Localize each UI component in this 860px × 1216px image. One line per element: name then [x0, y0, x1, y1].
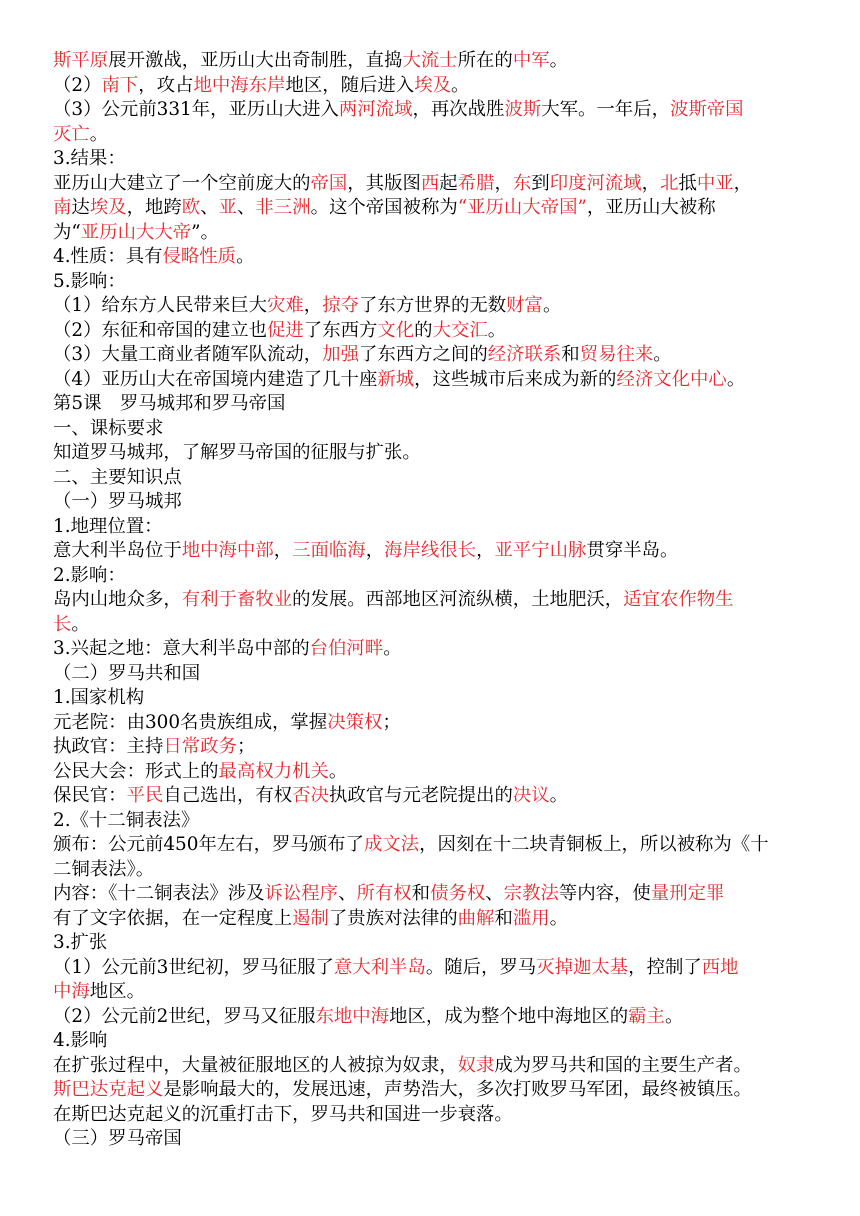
highlighted-text: 台伯河畔	[309, 638, 384, 659]
body-text: 1.国家机构	[53, 687, 145, 708]
body-text: 岛内山地众多，	[53, 589, 182, 610]
body-text: 了东西方	[303, 319, 378, 341]
highlighted-text: 亚历山大大帝	[80, 221, 192, 243]
body-text: ，因刻在十二块青铜板上，所以被称为《十	[419, 834, 769, 855]
highlighted-text: 东	[512, 172, 532, 194]
highlighted-text: 加强	[322, 344, 359, 365]
text-line	[53, 809, 805, 834]
text-line	[53, 637, 805, 662]
body-text: 一、课标要求	[53, 417, 164, 439]
highlighted-text: 中亚	[696, 172, 734, 194]
text-line	[53, 686, 805, 711]
body-text: ”。	[191, 221, 219, 243]
body-text: 抵	[678, 172, 697, 194]
text-line	[53, 98, 805, 123]
body-text: （2）东征和帝国的建立也	[53, 319, 267, 341]
body-text: 了东西方之间的	[358, 344, 488, 365]
body-text: （4）亚历山大在帝国境内建造了几十座	[53, 368, 378, 390]
text-line	[53, 392, 805, 417]
highlighted-text: 否决	[292, 785, 329, 806]
highlighted-text: 海岸线很长	[384, 540, 477, 561]
body-text: ，其版图	[347, 172, 421, 194]
body-text: 和	[411, 883, 431, 904]
highlighted-text: 南下	[101, 74, 139, 96]
highlighted-text: 遏制	[292, 907, 329, 929]
body-text: 、	[200, 197, 219, 218]
text-line	[53, 515, 805, 540]
body-text: 执政官与元老院提出的	[328, 785, 513, 806]
highlighted-text: 经济文化中心	[616, 368, 727, 390]
body-text: 二、主要知识点	[53, 466, 182, 488]
highlighted-text: 东地中海	[315, 1005, 390, 1027]
highlighted-text: 北	[660, 172, 679, 194]
body-text: 是影响最大的，发展迅速，声势浩大，多次打败罗马军团，最终被镇压。	[163, 1079, 752, 1100]
body-text: 第5课 罗马城邦和罗马帝国	[53, 393, 286, 414]
highlighted-text: “亚历山大帝国”	[457, 197, 587, 218]
text-line	[53, 833, 805, 858]
highlighted-text: 滥用	[512, 907, 550, 929]
highlighted-text: 侵略性质	[162, 246, 237, 267]
body-text: 自己选出，有权	[163, 785, 293, 806]
highlighted-text: 南	[53, 197, 72, 218]
highlighted-text: 地中海东岸	[193, 74, 286, 96]
highlighted-text: 地中海中部	[181, 540, 274, 561]
text-line	[53, 1103, 805, 1128]
highlighted-text: 贸易往来	[579, 344, 654, 365]
body-text: 。	[664, 1005, 684, 1027]
body-text: （1）给东方人民带来巨大	[53, 295, 267, 316]
highlighted-text: 量刑定罪	[650, 883, 725, 904]
highlighted-text: 决策权	[327, 711, 383, 733]
highlighted-text: 西	[420, 172, 440, 194]
body-text: ，	[365, 540, 385, 561]
body-text: 。	[450, 74, 470, 96]
text-line	[53, 270, 805, 295]
highlighted-text: 霸主	[628, 1005, 665, 1027]
body-text: ，控制了	[628, 956, 702, 978]
highlighted-text: 所有权	[356, 883, 412, 904]
highlighted-text: 掠夺	[322, 295, 359, 316]
highlighted-text: 促进	[267, 319, 304, 341]
text-line	[53, 123, 805, 148]
highlighted-text: 非三洲	[255, 197, 311, 218]
body-text: （2）公元前2世纪，罗马又征服	[53, 1005, 316, 1027]
text-line	[53, 196, 805, 221]
body-text: ；	[236, 736, 256, 757]
text-line	[53, 613, 805, 638]
body-text: 了东方世界的无数	[359, 295, 507, 316]
body-text: 起	[439, 172, 458, 194]
highlighted-text: 奴隶	[457, 1054, 495, 1076]
body-text: 4.性质：具有	[53, 246, 163, 267]
highlighted-text: 印度河流域	[549, 172, 642, 194]
text-line	[53, 931, 805, 956]
body-text: （二）罗马共和国	[53, 662, 201, 684]
body-text: 。	[71, 613, 90, 635]
body-text: ，攻占	[138, 74, 194, 96]
body-text: 3.扩张	[53, 932, 108, 953]
highlighted-text: 亚	[218, 197, 238, 218]
body-text: 2.《十二铜表法》	[53, 809, 200, 831]
highlighted-text: 宗教法	[503, 883, 559, 904]
body-text: 3.结果：	[53, 148, 126, 169]
body-text: 展开激战，亚历山大出奇制胜，直捣	[108, 50, 403, 71]
body-text: 5.影响：	[53, 270, 126, 292]
text-line	[53, 980, 805, 1005]
body-text: 颁布：公元前450年左右，罗马颁布了	[53, 834, 364, 855]
highlighted-text: 帝国	[310, 172, 348, 194]
body-text: 、	[237, 197, 256, 218]
text-line	[53, 368, 805, 393]
body-text: 保民官：	[53, 785, 127, 806]
highlighted-text: 欧	[181, 197, 201, 218]
text-line	[53, 49, 805, 74]
body-text: ，地跨	[126, 197, 182, 218]
body-text: 和	[494, 907, 513, 929]
body-text: 。	[549, 785, 569, 806]
text-line	[53, 74, 805, 99]
highlighted-text: 财富	[506, 295, 543, 316]
highlighted-text: 文化	[377, 319, 415, 341]
highlighted-text: 意大利半岛	[333, 956, 426, 978]
highlighted-text: 灭掉迦太基	[536, 956, 629, 978]
text-line	[53, 1005, 805, 1030]
body-text: 1.地理位置：	[53, 515, 163, 537]
text-line	[53, 417, 805, 442]
highlighted-text: 诉讼程序	[264, 883, 339, 904]
body-text: 。	[236, 246, 255, 267]
text-line	[53, 907, 805, 932]
text-line	[53, 319, 805, 344]
highlighted-text: 日常政务	[163, 736, 237, 757]
body-text: 贯穿半岛。	[586, 540, 679, 561]
body-text: 地区，随后进入	[285, 74, 415, 96]
highlighted-text: 斯巴达克起义	[53, 1079, 164, 1100]
text-line	[53, 662, 805, 687]
highlighted-text: 灭亡	[53, 123, 90, 145]
body-text: 等内容，使	[558, 883, 651, 904]
body-text: 大军。一年后，	[541, 99, 670, 120]
highlighted-text: 适宜农作物生	[623, 589, 734, 610]
highlighted-text: 最高权力机关	[218, 760, 329, 782]
body-text: 地区。	[89, 981, 145, 1002]
body-text: 2.影响：	[53, 564, 126, 586]
body-text: 。随后，罗马	[425, 956, 537, 978]
body-text: ，再次战胜	[412, 99, 505, 120]
highlighted-text: 波斯帝国	[669, 99, 744, 120]
highlighted-text: 亚平宁山脉	[494, 540, 587, 561]
text-line	[53, 588, 805, 613]
highlighted-text: 希腊	[457, 172, 495, 194]
highlighted-text: 波斯	[504, 99, 542, 120]
body-text: 二铜表法》。	[53, 858, 155, 880]
body-text: 有了文字依据，在一定程度上	[53, 907, 293, 929]
body-text: 。	[549, 907, 569, 929]
body-text: 3.兴起之地：意大利半岛中部的	[53, 638, 310, 659]
text-line	[53, 1127, 805, 1152]
highlighted-text: 灾难	[267, 295, 304, 316]
body-text: （三）罗马帝国	[53, 1128, 182, 1149]
text-line	[53, 294, 805, 319]
body-text: 达	[71, 197, 90, 218]
body-text: （1）公元前3世纪初，罗马征服了	[53, 956, 334, 978]
body-text: ，	[303, 295, 323, 316]
body-text: 内容：《十二铜表法》涉及	[53, 883, 265, 904]
text-line	[53, 490, 805, 515]
text-line	[53, 858, 805, 883]
highlighted-text: 埃及	[414, 74, 451, 96]
body-text: 。	[89, 123, 109, 145]
text-line	[53, 172, 805, 197]
body-text: 执政官：主持	[53, 736, 164, 757]
body-text: ，	[733, 172, 753, 194]
text-line	[53, 956, 805, 981]
body-text: ，	[273, 540, 293, 561]
body-text: （3）公元前331年，亚历山大进入	[53, 99, 339, 120]
text-line	[53, 441, 805, 466]
text-line	[53, 1029, 805, 1054]
text-line	[53, 760, 805, 785]
text-line	[53, 147, 805, 172]
text-line	[53, 882, 805, 907]
highlighted-text: 经济联系	[487, 344, 562, 365]
body-text: ，	[494, 172, 513, 194]
text-line	[53, 466, 805, 491]
highlighted-text: 中军	[512, 50, 550, 71]
text-line	[53, 784, 805, 809]
body-text: 。	[549, 50, 569, 71]
body-text: 。这个帝国被称为	[310, 197, 458, 218]
highlighted-text: 埃及	[89, 197, 127, 218]
highlighted-text: 两河流域	[338, 99, 413, 120]
highlighted-text: 斯平原	[53, 50, 109, 71]
body-text: ，亚历山大被称	[586, 197, 716, 218]
body-text: 元老院：由300名贵族组成，掌握	[53, 711, 328, 733]
body-text: ，	[641, 172, 661, 194]
text-line	[53, 735, 805, 760]
text-line	[53, 245, 805, 270]
highlighted-text: 西地	[701, 956, 739, 978]
body-text: 的发展。西部地区河流纵横，土地肥沃，	[292, 589, 624, 610]
body-text: 的	[414, 319, 433, 341]
body-text: 意大利半岛位于	[53, 540, 182, 561]
body-text: 、	[485, 883, 504, 904]
body-text: 所在的	[457, 50, 513, 71]
body-text: 到	[531, 172, 550, 194]
body-text: 。	[542, 295, 562, 316]
body-text: 在扩张过程中，大量被征服地区的人被掠为奴隶，	[53, 1054, 458, 1076]
body-text: 。	[653, 344, 672, 365]
highlighted-text: 大流士	[402, 50, 458, 71]
document-page	[53, 49, 805, 1152]
body-text: ，这些城市后来成为新的	[414, 368, 617, 390]
highlighted-text: 曲解	[457, 907, 495, 929]
text-line	[53, 1054, 805, 1079]
body-text: （一）罗马城邦	[53, 491, 182, 512]
highlighted-text: 债务权	[430, 883, 486, 904]
body-text: 4.影响	[53, 1030, 108, 1051]
body-text: 了贵族对法律的	[328, 907, 458, 929]
text-line	[53, 711, 805, 736]
highlighted-text: 有利于畜牧业	[181, 589, 293, 610]
body-text: 、	[338, 883, 357, 904]
highlighted-text: 新城	[377, 368, 415, 390]
text-line	[53, 221, 805, 246]
text-line	[53, 1078, 805, 1103]
body-text: 地区，成为整个地中海地区的	[389, 1005, 629, 1027]
highlighted-text: 中海	[53, 981, 90, 1002]
body-text: 。	[726, 368, 746, 390]
highlighted-text: 平民	[126, 785, 164, 806]
highlighted-text: 决议	[512, 785, 550, 806]
body-text: ，	[476, 540, 495, 561]
highlighted-text: 成文法	[363, 834, 420, 855]
body-text: 知道罗马城邦，了解罗马帝国的征服与扩张。	[53, 442, 421, 463]
body-text: 公民大会：形式上的	[53, 760, 219, 782]
highlighted-text: 三面临海	[292, 540, 366, 561]
text-line	[53, 564, 805, 589]
body-text: （2）	[53, 74, 102, 96]
body-text: 成为罗马共和国的主要生产者。	[494, 1054, 752, 1076]
body-text: （3）大量工商业者随军队流动，	[53, 344, 323, 365]
body-text: 。	[328, 760, 348, 782]
body-text: 在斯巴达克起义的沉重打击下，罗马共和国进一步衰落。	[53, 1103, 513, 1125]
highlighted-text: 长	[53, 613, 72, 635]
body-text: 为“	[53, 221, 81, 243]
body-text: 和	[561, 344, 580, 365]
body-text: 。	[487, 319, 507, 341]
body-text: 。	[383, 638, 402, 659]
body-text: ；	[382, 711, 401, 733]
highlighted-text: 大交汇	[432, 319, 488, 341]
body-text: 亚历山大建立了一个空前庞大的	[53, 172, 311, 194]
text-line	[53, 343, 805, 368]
text-line	[53, 539, 805, 564]
